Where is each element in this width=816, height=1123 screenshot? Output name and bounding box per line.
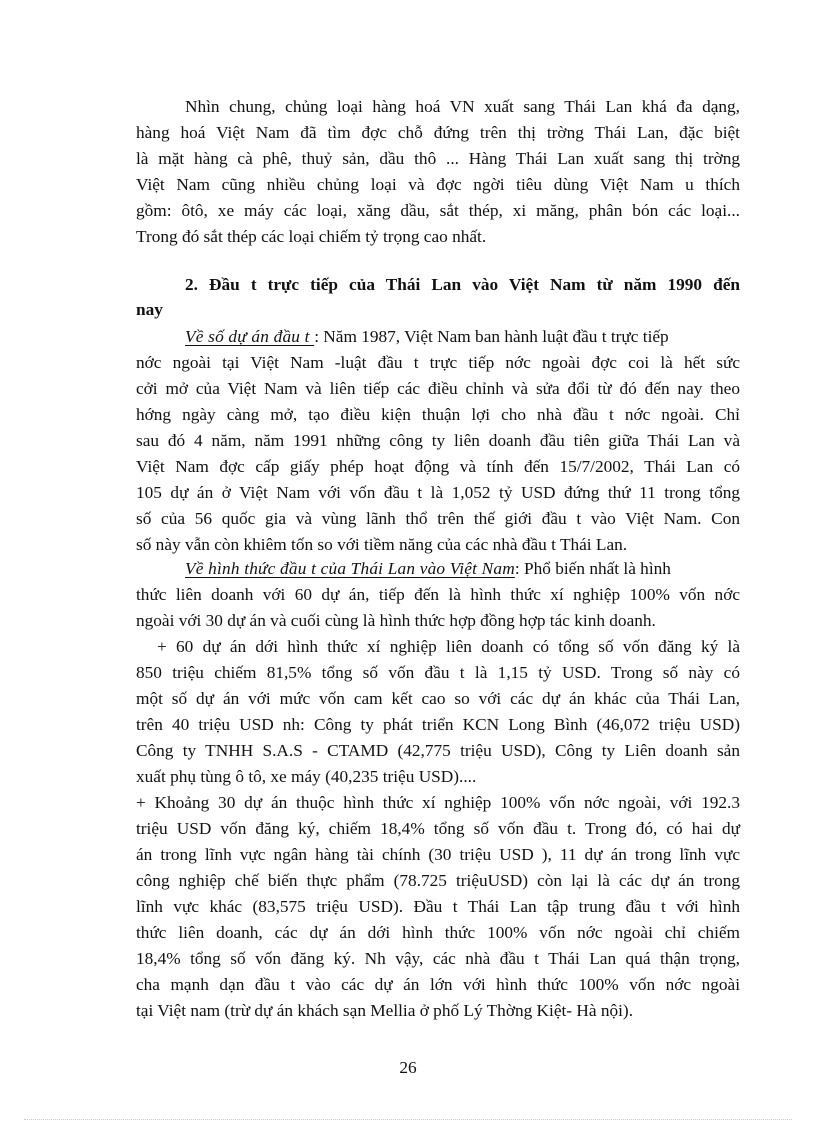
bullet-2-line: án trong lĩnh vực ngân hàng tài chính (30 triệu USD ), 11 dự án trong lĩnh vực [136, 845, 740, 864]
section-b-line: thức liên doanh với 60 dự án, tiếp đến là hình thức xí nghiệp 100% vốn nớc [136, 585, 740, 604]
bullet-1-line: + 60 dự án dới hình thức xí nghiệp liên doanh có tổng số vốn đăng ký là [157, 637, 740, 656]
section-a-line: sau đó 4 năm, năm 1991 những công ty liên doanh đầu tiên giữa Thái Lan và [136, 431, 740, 450]
section-heading: 2. Đầu t trực tiếp của Thái Lan vào Việt Nam từ năm 1990 đến [185, 275, 740, 294]
section-b-first-line [185, 556, 740, 582]
section-b-text: : Phổ biến nhất là hình [514, 559, 671, 578]
section-a-line: 105 dự án ở Việt Nam với vốn đầu t là 1,052 tỷ USD đứng thứ 11 trong tổng [136, 483, 740, 502]
bullet-2-line: thức liên doanh, các dự án dới hình thức 100% vốn nớc ngoài chỉ chiếm [136, 923, 740, 942]
page-number: 26 [399, 1058, 417, 1077]
page-bottom-divider [24, 1119, 792, 1120]
bullet-2-line: 18,4% tổng số vốn đăng ký. Nh vậy, các nhà đầu t Thái Lan quá thận trọng, [136, 949, 740, 968]
paragraph-1-line: Việt Nam cũng nhiều chủng loại và đợc ngời tiêu dùng Việt Nam u thích [136, 175, 740, 194]
section-a-text: : Năm 1987, Việt Nam ban hành luật đầu t trực tiếp [314, 327, 669, 346]
bullet-2-line: công nghiệp chế biến thực phẩm (78.725 triệuUSD) còn lại là các dự án trong [136, 871, 740, 890]
section-a-line: Việt Nam đợc cấp giấy phép hoạt động và tính đến 15/7/2002, Thái Lan có [136, 457, 740, 476]
bullet-2-line: lĩnh vực khác (83,575 triệu USD). Đầu t Thái Lan tập trung đầu t với hình [136, 897, 740, 916]
section-b-line: ngoài với 30 dự án và cuối cùng là hình thức hợp đồng hợp tác kinh doanh. [136, 611, 656, 630]
section-b-label: Về hình thức đầu t của Thái Lan vào Việt Nam [185, 559, 515, 578]
section-a-line: số của 56 quốc gia và vùng lãnh thổ trên thế giới đầu t vào Việt Nam. Con [136, 509, 740, 528]
paragraph-1-line: Nhìn chung, chủng loại hàng hoá VN xuất sang Thái Lan khá đa dạng, [185, 97, 740, 116]
section-heading-continuation: nay [136, 300, 163, 319]
bullet-2-line: tại Việt nam (trừ dự án khách sạn Mellia ở phố Lý Thờng Kiệt- Hà nội). [136, 1001, 634, 1020]
bullet-2-line: cha mạnh dạn đầu t vào các dự án lớn với hình thức 100% vốn nớc ngoài [136, 975, 740, 994]
section-a-line: số này vẫn còn khiêm tốn so với tiềm năng của các nhà đầu t Thái Lan. [136, 535, 628, 554]
bullet-1-line: một số dự án với mức vốn cam kết cao so với các dự án khác của Thái Lan, [136, 689, 740, 708]
bullet-1-line: Công ty TNHH S.A.S - CTAMD (42,775 triệu USD), Công ty Liên doanh sản [136, 741, 740, 760]
section-a-label: Về số dự án đầu t [185, 327, 315, 346]
section-a-first-line [185, 324, 740, 350]
paragraph-1-line: là mặt hàng cà phê, thuỷ sản, dầu thô ... Hàng Thái Lan xuất sang thị trờng [136, 149, 740, 168]
paragraph-1-line: gồm: ôtô, xe máy các loại, xăng dầu, sắt thép, xi măng, phân bón các loại... [136, 201, 740, 220]
bullet-1-line: trên 40 triệu USD nh: Công ty phát triển KCN Long Bình (46,072 triệu USD) [136, 715, 740, 734]
paragraph-1-line: Trong đó sắt thép các loại chiếm tỷ trọng cao nhất. [136, 227, 487, 246]
bullet-2-line: + Khoảng 30 dự án thuộc hình thức xí nghiệp 100% vốn nớc ngoài, với 192.3 [136, 793, 740, 812]
bullet-2-line: triệu USD vốn đăng ký, chiếm 18,4% tổng số vốn đầu t. Trong đó, có hai dự [136, 819, 740, 838]
section-a-line: hớng ngày càng mở, tạo điều kiện thuận lợi cho nhà đầu t nớc ngoài. Chỉ [136, 405, 740, 424]
section-a-line: nớc ngoài tại Việt Nam -luật đầu t trực tiếp nớc ngoài đợc coi là hết sức [136, 353, 740, 372]
section-a-line: cởi mở của Việt Nam và liên tiếp các điều chỉnh và sửa đổi từ đó đến nay theo [136, 379, 740, 398]
bullet-1-line: xuất phụ tùng ô tô, xe máy (40,235 triệu USD).... [136, 767, 477, 786]
paragraph-1-line: hàng hoá Việt Nam đã tìm đợc chỗ đứng trên thị trờng Thái Lan, đặc biệt [136, 123, 740, 142]
bullet-1-line: 850 triệu chiếm 81,5% tổng số vốn đầu t là 1,15 tỷ USD. Trong số này có [136, 663, 740, 682]
